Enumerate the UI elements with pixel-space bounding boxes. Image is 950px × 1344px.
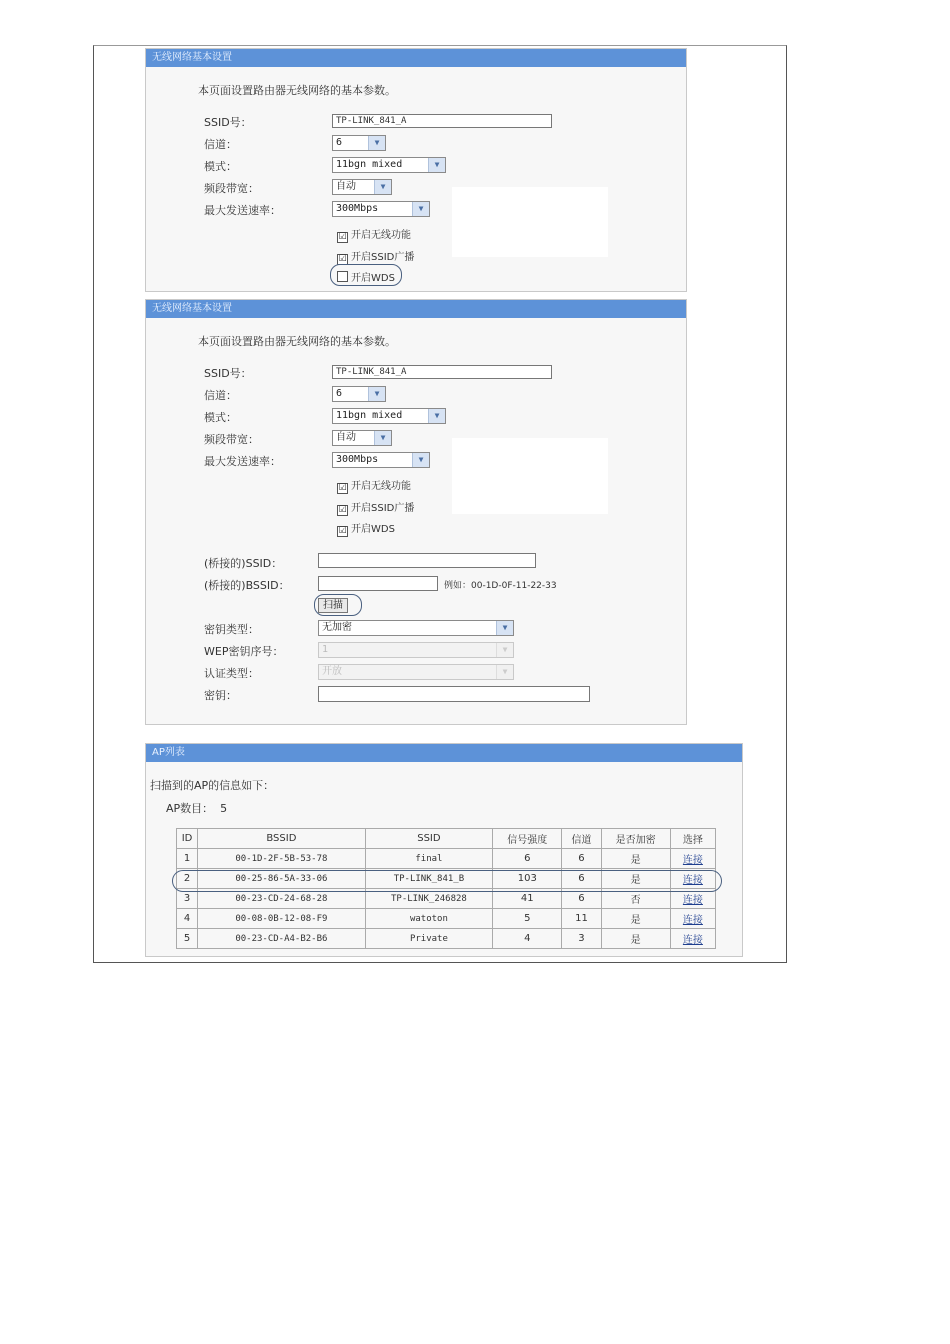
chevron-down-icon: ▼ (374, 180, 391, 194)
header-select: 选择 (670, 829, 715, 849)
cell-encrypted: 是 (601, 869, 670, 889)
highlight-oval (172, 870, 722, 892)
checkbox-icon: ☑ (338, 254, 347, 264)
wireless-settings-panel-1 (145, 48, 687, 292)
cell-bssid: 00-1D-2F-5B-53-78 (198, 849, 366, 869)
highlight-oval (314, 594, 362, 616)
cell-encrypted: 否 (601, 889, 670, 909)
header-channel: 信道 (562, 829, 601, 849)
wep-index-select[interactable] (318, 642, 514, 658)
ssid-label: SSID号： (204, 367, 252, 380)
checkbox-label: 开启无线功能 (351, 481, 411, 492)
cell-channel: 6 (562, 869, 601, 889)
cell-bssid: 00-08-0B-12-08-F9 (198, 909, 366, 929)
cell-signal: 5 (493, 909, 562, 929)
auth-type-value: 开放 (322, 666, 342, 677)
auth-type-select[interactable] (318, 664, 514, 680)
cell-ssid: watoton (365, 909, 492, 929)
mode-select[interactable] (332, 157, 446, 173)
channel-label: 信道： (204, 138, 237, 151)
channel-value: 6 (336, 388, 343, 399)
bandwidth-select[interactable] (332, 179, 392, 195)
blank-area (452, 187, 608, 257)
bssid-example-text: 例如：00-1D-0F-11-22-33 (444, 581, 557, 591)
header-ssid: SSID (365, 829, 492, 849)
ap-info-text: 扫描到的AP的信息如下： (150, 779, 275, 792)
cell-ssid: TP-LINK_841_B (365, 869, 492, 889)
cell-signal: 103 (493, 869, 562, 889)
wep-index-value: 1 (322, 644, 329, 655)
panel-title: AP列表 (146, 744, 742, 762)
header-encrypted: 是否加密 (601, 829, 670, 849)
cell-bssid: 00-23-CD-24-68-28 (198, 889, 366, 909)
blank-area (452, 438, 608, 514)
connect-link[interactable]: 连接 (670, 869, 715, 889)
chevron-down-icon: ▼ (428, 409, 445, 423)
auth-type-label: 认证类型： (204, 667, 259, 680)
wep-index-label: WEP密钥序号： (204, 645, 284, 658)
ap-list-panel (145, 743, 743, 957)
key-type-select[interactable] (318, 620, 514, 636)
connect-link[interactable]: 连接 (670, 849, 715, 869)
panel-description: 本页面设置路由器无线网络的基本参数。 (198, 335, 396, 348)
bandwidth-label: 频段带宽： (204, 433, 259, 446)
chevron-down-icon: ▼ (412, 202, 429, 216)
connect-link[interactable]: 连接 (670, 889, 715, 909)
bandwidth-value: 自动 (336, 432, 356, 443)
checkbox-icon: ☑ (338, 232, 347, 242)
cell-ssid: Private (365, 929, 492, 949)
header-id: ID (177, 829, 198, 849)
bridge-ssid-input[interactable] (318, 553, 536, 568)
mode-label: 模式： (204, 160, 237, 173)
connect-link[interactable]: 连接 (670, 909, 715, 929)
channel-value: 6 (336, 137, 343, 148)
enable-ssid-broadcast-checkbox[interactable] (337, 499, 414, 516)
checkbox-label: 开启WDS (351, 273, 395, 284)
cell-signal: 6 (493, 849, 562, 869)
chevron-down-icon: ▼ (374, 431, 391, 445)
bridge-ssid-label: (桥接的)SSID： (204, 557, 283, 570)
bridge-bssid-label: (桥接的)BSSID： (204, 579, 290, 592)
connect-link[interactable]: 连接 (670, 929, 715, 949)
cell-channel: 11 (562, 909, 601, 929)
cell-ssid: final (365, 849, 492, 869)
key-type-value: 无加密 (322, 622, 352, 633)
mode-value: 11bgn mixed (336, 410, 403, 421)
screenshot-frame (93, 45, 787, 963)
ap-count-value: 5 (220, 802, 228, 815)
key-input[interactable] (318, 686, 590, 702)
checkbox-icon: ☑ (338, 483, 347, 493)
mode-label: 模式： (204, 411, 237, 424)
cell-id: 5 (177, 929, 198, 949)
channel-select[interactable] (332, 135, 386, 151)
channel-label: 信道： (204, 389, 237, 402)
cell-encrypted: 是 (601, 849, 670, 869)
cell-signal: 41 (493, 889, 562, 909)
enable-wds-checkbox[interactable] (337, 520, 395, 537)
key-label: 密钥： (204, 689, 237, 702)
cell-id: 4 (177, 909, 198, 929)
bandwidth-label: 频段带宽： (204, 182, 259, 195)
channel-select[interactable] (332, 386, 386, 402)
ap-count-label: AP数目： (166, 802, 214, 815)
ssid-label: SSID号： (204, 116, 252, 129)
table-header-row (177, 829, 716, 849)
bandwidth-select[interactable] (332, 430, 392, 446)
enable-wireless-checkbox[interactable] (337, 477, 411, 494)
bandwidth-value: 自动 (336, 181, 356, 192)
table-row (177, 849, 716, 869)
mode-select[interactable] (332, 408, 446, 424)
key-type-label: 密钥类型： (204, 623, 259, 636)
panel-title: 无线网络基本设置 (146, 300, 686, 318)
cell-encrypted: 是 (601, 909, 670, 929)
cell-channel: 6 (562, 889, 601, 909)
table-row (177, 909, 716, 929)
panel-description: 本页面设置路由器无线网络的基本参数。 (198, 84, 396, 97)
cell-ssid: TP-LINK_246828 (365, 889, 492, 909)
mode-value: 11bgn mixed (336, 159, 403, 170)
ssid-input[interactable]: TP-LINK_841_A (332, 114, 552, 128)
header-signal: 信号强度 (493, 829, 562, 849)
cell-channel: 6 (562, 849, 601, 869)
ap-count (166, 800, 227, 816)
chevron-down-icon: ▼ (368, 136, 385, 150)
enable-ssid-broadcast-checkbox[interactable] (337, 248, 414, 265)
rate-value: 300Mbps (336, 203, 379, 214)
checkbox-label: 开启SSID广播 (351, 252, 415, 263)
enable-wireless-checkbox[interactable] (337, 226, 411, 243)
rate-label: 最大发送速率： (204, 455, 281, 468)
ssid-input[interactable]: TP-LINK_841_A (332, 365, 552, 379)
chevron-down-icon: ▼ (412, 453, 429, 467)
checkbox-icon: ☑ (338, 526, 347, 536)
bridge-bssid-input[interactable] (318, 576, 438, 591)
rate-value: 300Mbps (336, 454, 379, 465)
chevron-down-icon: ▼ (368, 387, 385, 401)
cell-encrypted: 是 (601, 929, 670, 949)
chevron-down-icon: ▼ (496, 643, 513, 657)
header-bssid: BSSID (198, 829, 366, 849)
cell-id: 2 (177, 869, 198, 889)
checkbox-label: 开启无线功能 (351, 230, 411, 241)
rate-select[interactable] (332, 452, 430, 468)
table-row (177, 929, 716, 949)
scan-button[interactable]: 扫描 (318, 598, 348, 613)
cell-id: 3 (177, 889, 198, 909)
panel-title: 无线网络基本设置 (146, 49, 686, 67)
cell-channel: 3 (562, 929, 601, 949)
cell-signal: 4 (493, 929, 562, 949)
checkbox-icon: ☑ (338, 505, 347, 515)
chevron-down-icon: ▼ (428, 158, 445, 172)
wireless-settings-panel-2 (145, 299, 687, 725)
highlight-oval (330, 264, 402, 286)
chevron-down-icon: ▼ (496, 621, 513, 635)
cell-id: 1 (177, 849, 198, 869)
rate-label: 最大发送速率： (204, 204, 281, 217)
cell-bssid: 00-23-CD-A4-B2-B6 (198, 929, 366, 949)
chevron-down-icon: ▼ (496, 665, 513, 679)
checkbox-label: 开启WDS (351, 524, 395, 535)
cell-bssid: 00-25-86-5A-33-06 (198, 869, 366, 889)
rate-select[interactable] (332, 201, 430, 217)
checkbox-label: 开启SSID广播 (351, 503, 415, 514)
